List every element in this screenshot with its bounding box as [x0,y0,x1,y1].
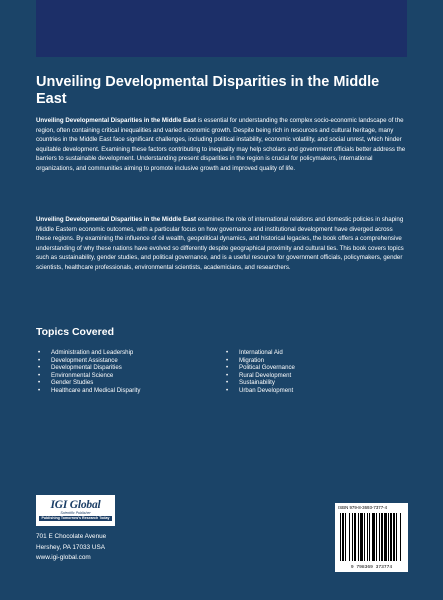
topic-item: • Healthcare and Medical Disparity [38,387,140,395]
topic-item: • Political Governance [226,364,295,372]
barcode-bars [338,513,405,563]
topics-list-right [226,349,295,395]
topic-item: • International Aid [226,349,295,357]
topic-item: • Development Assistance [38,357,140,365]
publisher-address [36,532,106,564]
topic-item: • Sustainability [226,379,295,387]
publisher-logo-name: IGI Global [50,499,101,511]
topics-heading: Topics Covered [36,326,114,338]
topic-item: • Administration and Leadership [38,349,140,357]
paragraph-2-text: examines the role of international relations and domestic policies in shaping Middle Eastern economic outcomes, with a particular focus on how governance and institutional development have diverged across these regions. By examining the influence of oil wealth, geopolitical dynamics, and historical legacies, the book offers a comprehensive understanding of why these nations have evolved so differently despite geographical proximity and cultural ties. This book covers topics such as sustainability, gender studies, and political governance, and is a useful resource for government officials, policymakers, gender scientists, healthcare professionals, environmental scientists, academicians, and researchers. [36,216,404,271]
paragraph-2-bold-title: Unveiling Developmental Disparities in the Middle East [36,216,197,223]
top-color-panel [36,0,407,57]
paragraph-1-text: is essential for understanding the complex socio-economic landscape of the region, often containing critical inequalities and varied economic growth. Despite being rich in resources and cultural heritage, many countries in the Middle East face significant challenges, including political instability, economic volatility, and social unrest, which hinder equitable development. Examining these factors contributing to inequality may help scholars and government officials better address the barriers to sustainable development. Understanding present disparities in the region is crucial for policymakers, international organizations, and communities aiming to promote inclusive growth and improved quality of life. [36,117,406,172]
topic-item: • Rural Development [226,372,295,380]
isbn-text: ISBN 979-8-3693-7377-4 [338,505,388,510]
address-line-2: Hershey, PA 17033 USA [36,543,106,551]
address-line-1: 701 E Chocolate Avenue [36,533,107,540]
publisher-logo-subtitle: Scientific Publisher [60,511,91,515]
barcode-box [335,503,408,572]
topic-item: • Developmental Disparities [38,364,140,372]
publisher-website: www.igi-global.com [36,554,91,561]
topic-item: • Gender Studies [38,379,140,387]
paragraph-1-bold-title: Unveiling Developmental Disparities in the Middle East [36,117,197,124]
barcode-digits: 9 798369 373774 [350,565,393,570]
description-paragraph-2 [36,215,408,272]
description-paragraph-1 [36,116,408,173]
topic-item: • Urban Development [226,387,295,395]
topic-item: • Migration [226,357,295,365]
topics-list-left [38,349,140,395]
book-title: Unveiling Developmental Disparities in the Middle East [36,74,380,107]
topic-item: • Environmental Science [38,372,140,380]
publisher-logo-tagline: Publishing Tomorrow's Research Today [41,516,110,520]
publisher-logo [36,495,115,526]
